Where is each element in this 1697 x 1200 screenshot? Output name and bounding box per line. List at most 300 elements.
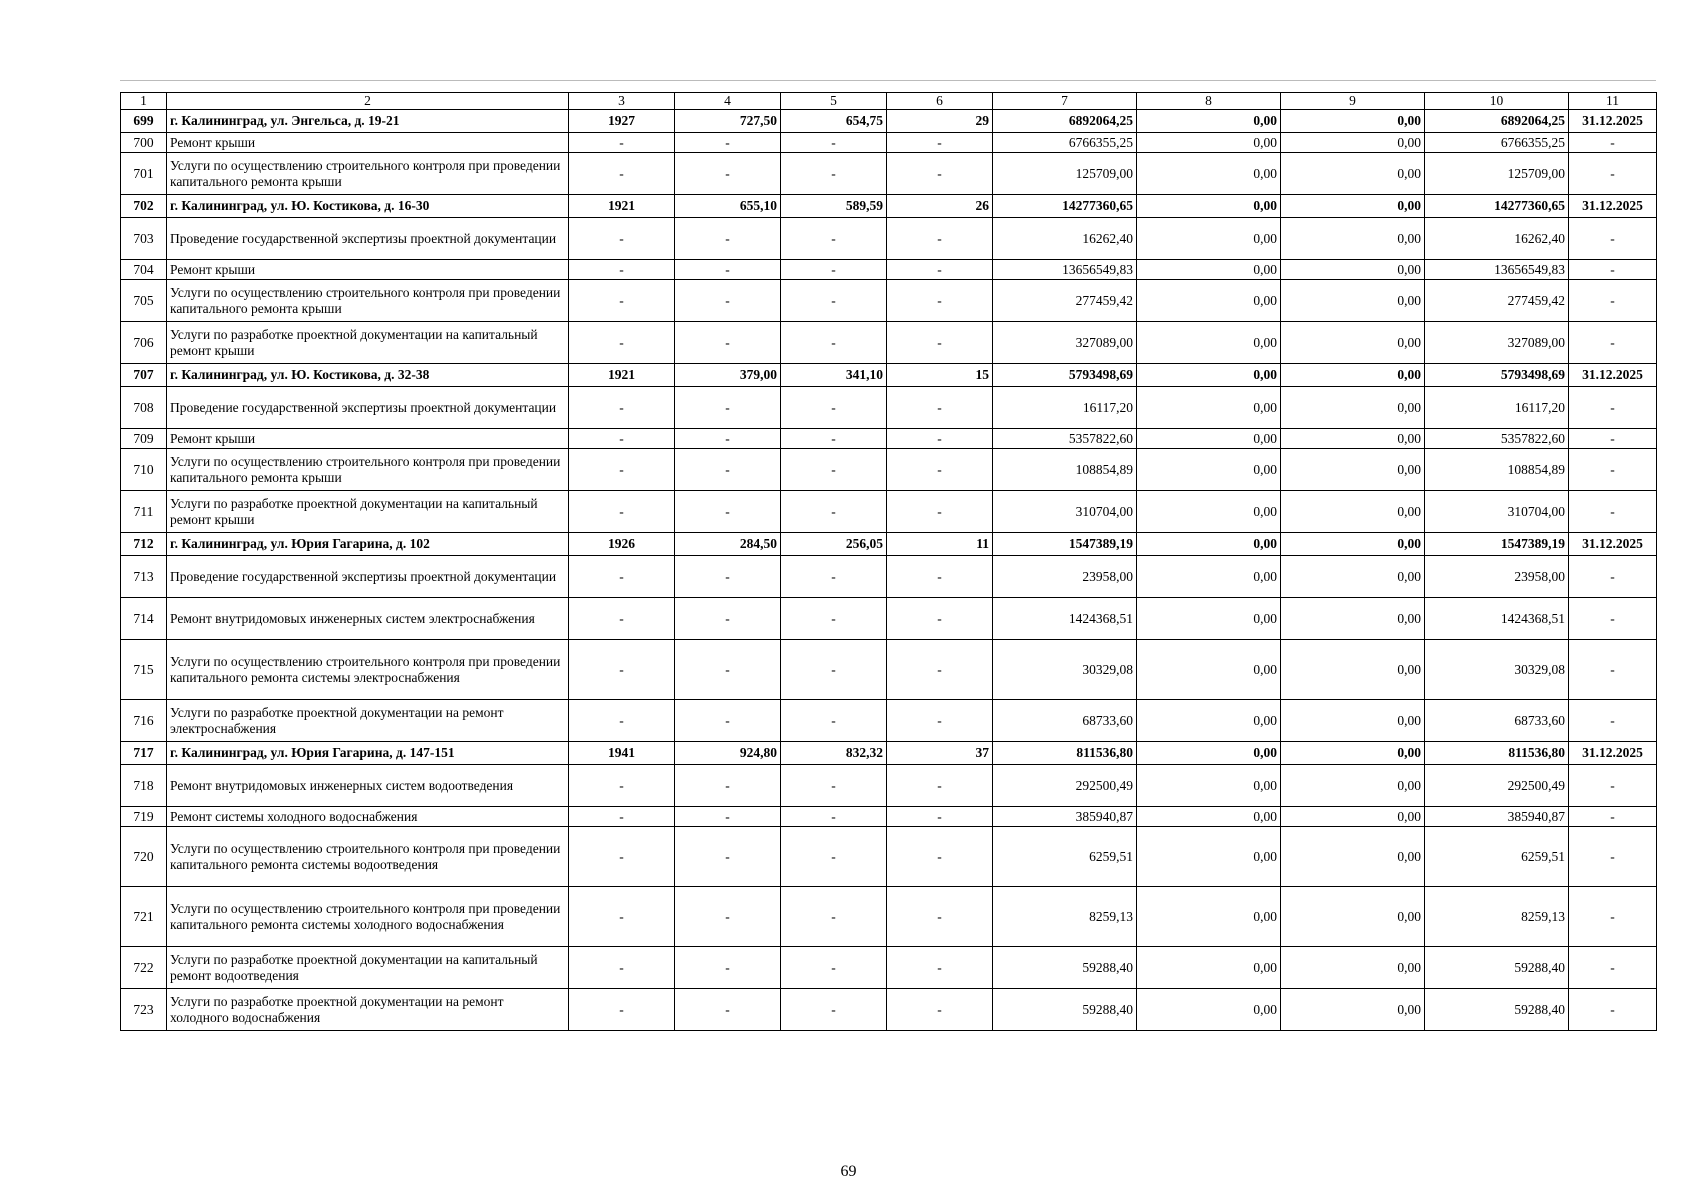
row-number: 708 [121, 387, 167, 429]
col-5-value: 589,59 [781, 195, 887, 218]
work-row [121, 989, 1657, 1031]
col-4-value: - [675, 989, 781, 1031]
col-11-value: - [1569, 449, 1657, 491]
col-11-value: - [1569, 887, 1657, 947]
col-4-value: - [675, 429, 781, 449]
col-6-value: - [887, 765, 993, 807]
col-6-value: - [887, 491, 993, 533]
col-11-value: - [1569, 556, 1657, 598]
col-3-value: 1921 [569, 364, 675, 387]
work-row [121, 218, 1657, 260]
col-8-value: 0,00 [1137, 947, 1281, 989]
col-8-value: 0,00 [1137, 322, 1281, 364]
col-6-value: - [887, 640, 993, 700]
object-name: Услуги по осуществлению строительного контроля при проведении капитального ремонта системы водоотведения [167, 827, 569, 887]
col-11-value: - [1569, 807, 1657, 827]
row-number: 718 [121, 765, 167, 807]
col-8-value: 0,00 [1137, 491, 1281, 533]
column-header: 3 [569, 93, 675, 110]
col-6-value: - [887, 556, 993, 598]
column-header: 11 [1569, 93, 1657, 110]
row-number: 722 [121, 947, 167, 989]
col-6-value: - [887, 449, 993, 491]
col-5-value: - [781, 218, 887, 260]
col-4-value: - [675, 153, 781, 195]
col-10-value: 59288,40 [1425, 947, 1569, 989]
column-header: 9 [1281, 93, 1425, 110]
work-row [121, 700, 1657, 742]
col-6-value: - [887, 807, 993, 827]
col-3-value: - [569, 387, 675, 429]
col-8-value: 0,00 [1137, 280, 1281, 322]
col-4-value: - [675, 887, 781, 947]
work-row [121, 153, 1657, 195]
col-5-value: - [781, 491, 887, 533]
col-10-value: 327089,00 [1425, 322, 1569, 364]
col-7-value: 125709,00 [993, 153, 1137, 195]
col-4-value: - [675, 322, 781, 364]
col-8-value: 0,00 [1137, 110, 1281, 133]
col-11-value: - [1569, 133, 1657, 153]
col-9-value: 0,00 [1281, 260, 1425, 280]
object-name: Услуги по разработке проектной документации на капитальный ремонт крыши [167, 491, 569, 533]
column-header: 4 [675, 93, 781, 110]
row-number: 719 [121, 807, 167, 827]
col-4-value: 284,50 [675, 533, 781, 556]
col-9-value: 0,00 [1281, 322, 1425, 364]
col-5-value: - [781, 133, 887, 153]
column-header: 10 [1425, 93, 1569, 110]
col-8-value: 0,00 [1137, 387, 1281, 429]
col-5-value: - [781, 556, 887, 598]
col-11-value: - [1569, 640, 1657, 700]
column-header: 5 [781, 93, 887, 110]
object-name: Услуги по осуществлению строительного контроля при проведении капитального ремонта крыши [167, 280, 569, 322]
object-name: г. Калининград, ул. Юрия Гагарина, д. 102 [167, 533, 569, 556]
col-9-value: 0,00 [1281, 280, 1425, 322]
col-11-value: - [1569, 322, 1657, 364]
col-11-value: - [1569, 700, 1657, 742]
col-3-value: - [569, 807, 675, 827]
col-4-value: - [675, 807, 781, 827]
col-3-value: - [569, 765, 675, 807]
row-number: 720 [121, 827, 167, 887]
col-9-value: 0,00 [1281, 598, 1425, 640]
work-row [121, 387, 1657, 429]
row-number: 703 [121, 218, 167, 260]
col-5-value: - [781, 260, 887, 280]
col-7-value: 16117,20 [993, 387, 1137, 429]
col-7-value: 13656549,83 [993, 260, 1137, 280]
col-7-value: 59288,40 [993, 947, 1137, 989]
col-6-value: - [887, 887, 993, 947]
col-7-value: 310704,00 [993, 491, 1137, 533]
col-7-value: 14277360,65 [993, 195, 1137, 218]
col-8-value: 0,00 [1137, 153, 1281, 195]
work-row [121, 598, 1657, 640]
col-5-value: - [781, 322, 887, 364]
object-name: Услуги по разработке проектной документации на ремонт холодного водоснабжения [167, 989, 569, 1031]
col-11-value: - [1569, 218, 1657, 260]
col-9-value: 0,00 [1281, 640, 1425, 700]
col-8-value: 0,00 [1137, 598, 1281, 640]
address-row [121, 195, 1657, 218]
col-5-value: - [781, 449, 887, 491]
col-4-value: - [675, 280, 781, 322]
object-name: Услуги по разработке проектной документации на капитальный ремонт водоотведения [167, 947, 569, 989]
col-5-value: - [781, 807, 887, 827]
address-row [121, 533, 1657, 556]
object-name: г. Калининград, ул. Юрия Гагарина, д. 147-151 [167, 742, 569, 765]
col-7-value: 1547389,19 [993, 533, 1137, 556]
col-4-value: 924,80 [675, 742, 781, 765]
col-5-value: - [781, 280, 887, 322]
col-4-value: - [675, 947, 781, 989]
column-number-row [121, 93, 1657, 110]
col-5-value: - [781, 700, 887, 742]
column-header: 2 [167, 93, 569, 110]
work-row [121, 807, 1657, 827]
row-number: 707 [121, 364, 167, 387]
col-3-value: - [569, 491, 675, 533]
col-9-value: 0,00 [1281, 742, 1425, 765]
row-number: 723 [121, 989, 167, 1031]
col-4-value: - [675, 700, 781, 742]
col-11-value: - [1569, 989, 1657, 1031]
col-10-value: 6892064,25 [1425, 110, 1569, 133]
row-number: 701 [121, 153, 167, 195]
col-7-value: 292500,49 [993, 765, 1137, 807]
object-name: Услуги по разработке проектной документации на ремонт электроснабжения [167, 700, 569, 742]
col-4-value: 655,10 [675, 195, 781, 218]
col-7-value: 6259,51 [993, 827, 1137, 887]
row-number: 713 [121, 556, 167, 598]
col-6-value: - [887, 947, 993, 989]
col-7-value: 59288,40 [993, 989, 1137, 1031]
col-6-value: 11 [887, 533, 993, 556]
work-row [121, 947, 1657, 989]
work-row [121, 491, 1657, 533]
work-row [121, 887, 1657, 947]
col-10-value: 14277360,65 [1425, 195, 1569, 218]
row-number: 705 [121, 280, 167, 322]
col-3-value: - [569, 700, 675, 742]
col-7-value: 68733,60 [993, 700, 1137, 742]
col-5-value: 256,05 [781, 533, 887, 556]
col-9-value: 0,00 [1281, 218, 1425, 260]
object-name: Услуги по разработке проектной документации на капитальный ремонт крыши [167, 322, 569, 364]
col-3-value: - [569, 153, 675, 195]
col-4-value: 727,50 [675, 110, 781, 133]
col-3-value: - [569, 260, 675, 280]
work-row [121, 449, 1657, 491]
col-8-value: 0,00 [1137, 742, 1281, 765]
col-7-value: 6892064,25 [993, 110, 1137, 133]
col-7-value: 6766355,25 [993, 133, 1137, 153]
col-10-value: 1424368,51 [1425, 598, 1569, 640]
row-number: 715 [121, 640, 167, 700]
col-11-value: - [1569, 947, 1657, 989]
col-8-value: 0,00 [1137, 827, 1281, 887]
col-3-value: 1926 [569, 533, 675, 556]
row-number: 699 [121, 110, 167, 133]
col-8-value: 0,00 [1137, 218, 1281, 260]
col-3-value: 1941 [569, 742, 675, 765]
object-name: Услуги по осуществлению строительного контроля при проведении капитального ремонта системы холодного водоснабжения [167, 887, 569, 947]
col-4-value: - [675, 640, 781, 700]
col-6-value: - [887, 322, 993, 364]
col-8-value: 0,00 [1137, 429, 1281, 449]
work-row [121, 827, 1657, 887]
col-10-value: 811536,80 [1425, 742, 1569, 765]
col-4-value: - [675, 260, 781, 280]
col-7-value: 16262,40 [993, 218, 1137, 260]
col-5-value: - [781, 598, 887, 640]
col-3-value: 1921 [569, 195, 675, 218]
col-6-value: - [887, 387, 993, 429]
col-3-value: - [569, 322, 675, 364]
col-11-value: 31.12.2025 [1569, 110, 1657, 133]
col-6-value: - [887, 133, 993, 153]
row-number: 702 [121, 195, 167, 218]
col-3-value: - [569, 133, 675, 153]
col-8-value: 0,00 [1137, 195, 1281, 218]
col-9-value: 0,00 [1281, 195, 1425, 218]
address-row [121, 742, 1657, 765]
col-6-value: - [887, 429, 993, 449]
col-6-value: - [887, 827, 993, 887]
work-row [121, 765, 1657, 807]
col-3-value: - [569, 640, 675, 700]
col-11-value: - [1569, 765, 1657, 807]
col-11-value: 31.12.2025 [1569, 195, 1657, 218]
col-10-value: 16262,40 [1425, 218, 1569, 260]
object-name: Ремонт внутридомовых инженерных систем электроснабжения [167, 598, 569, 640]
col-5-value: 341,10 [781, 364, 887, 387]
col-10-value: 5793498,69 [1425, 364, 1569, 387]
col-7-value: 385940,87 [993, 807, 1137, 827]
col-3-value: - [569, 280, 675, 322]
object-name: Ремонт крыши [167, 260, 569, 280]
col-9-value: 0,00 [1281, 449, 1425, 491]
col-9-value: 0,00 [1281, 700, 1425, 742]
col-8-value: 0,00 [1137, 989, 1281, 1031]
col-6-value: - [887, 989, 993, 1031]
col-9-value: 0,00 [1281, 491, 1425, 533]
col-8-value: 0,00 [1137, 364, 1281, 387]
col-10-value: 30329,08 [1425, 640, 1569, 700]
col-9-value: 0,00 [1281, 827, 1425, 887]
column-header: 6 [887, 93, 993, 110]
col-8-value: 0,00 [1137, 765, 1281, 807]
col-7-value: 5357822,60 [993, 429, 1137, 449]
object-name: Услуги по осуществлению строительного контроля при проведении капитального ремонта крыши [167, 153, 569, 195]
column-header: 1 [121, 93, 167, 110]
col-7-value: 811536,80 [993, 742, 1137, 765]
row-number: 700 [121, 133, 167, 153]
col-10-value: 125709,00 [1425, 153, 1569, 195]
col-5-value: - [781, 640, 887, 700]
object-name: Услуги по осуществлению строительного контроля при проведении капитального ремонта крыши [167, 449, 569, 491]
col-8-value: 0,00 [1137, 449, 1281, 491]
col-6-value: - [887, 153, 993, 195]
col-10-value: 5357822,60 [1425, 429, 1569, 449]
object-name: Проведение государственной экспертизы проектной документации [167, 556, 569, 598]
col-5-value: - [781, 989, 887, 1031]
col-10-value: 16117,20 [1425, 387, 1569, 429]
work-row [121, 133, 1657, 153]
col-6-value: 15 [887, 364, 993, 387]
col-5-value: - [781, 429, 887, 449]
col-10-value: 385940,87 [1425, 807, 1569, 827]
col-8-value: 0,00 [1137, 700, 1281, 742]
col-4-value: - [675, 491, 781, 533]
col-3-value: - [569, 449, 675, 491]
object-name: г. Калининград, ул. Ю. Костикова, д. 16-30 [167, 195, 569, 218]
col-10-value: 277459,42 [1425, 280, 1569, 322]
col-11-value: - [1569, 153, 1657, 195]
col-10-value: 292500,49 [1425, 765, 1569, 807]
column-header: 7 [993, 93, 1137, 110]
col-4-value: 379,00 [675, 364, 781, 387]
col-10-value: 68733,60 [1425, 700, 1569, 742]
col-9-value: 0,00 [1281, 989, 1425, 1031]
col-10-value: 6259,51 [1425, 827, 1569, 887]
col-11-value: - [1569, 387, 1657, 429]
col-10-value: 6766355,25 [1425, 133, 1569, 153]
col-6-value: - [887, 218, 993, 260]
col-3-value: - [569, 598, 675, 640]
col-10-value: 59288,40 [1425, 989, 1569, 1031]
object-name: г. Калининград, ул. Ю. Костикова, д. 32-38 [167, 364, 569, 387]
col-11-value: 31.12.2025 [1569, 742, 1657, 765]
object-name: Услуги по осуществлению строительного контроля при проведении капитального ремонта системы электроснабжения [167, 640, 569, 700]
col-9-value: 0,00 [1281, 947, 1425, 989]
col-6-value: - [887, 700, 993, 742]
object-name: Ремонт системы холодного водоснабжения [167, 807, 569, 827]
col-4-value: - [675, 765, 781, 807]
col-10-value: 1547389,19 [1425, 533, 1569, 556]
col-8-value: 0,00 [1137, 887, 1281, 947]
col-7-value: 8259,13 [993, 887, 1137, 947]
col-9-value: 0,00 [1281, 110, 1425, 133]
object-name: Проведение государственной экспертизы проектной документации [167, 218, 569, 260]
col-11-value: 31.12.2025 [1569, 533, 1657, 556]
col-8-value: 0,00 [1137, 807, 1281, 827]
col-8-value: 0,00 [1137, 533, 1281, 556]
work-row [121, 280, 1657, 322]
row-number: 709 [121, 429, 167, 449]
col-4-value: - [675, 449, 781, 491]
object-name: г. Калининград, ул. Энгельса, д. 19-21 [167, 110, 569, 133]
work-row [121, 640, 1657, 700]
work-row [121, 429, 1657, 449]
col-8-value: 0,00 [1137, 640, 1281, 700]
col-7-value: 30329,08 [993, 640, 1137, 700]
col-7-value: 1424368,51 [993, 598, 1137, 640]
col-6-value: - [887, 260, 993, 280]
col-11-value: 31.12.2025 [1569, 364, 1657, 387]
capital-repair-table [120, 92, 1657, 1031]
col-9-value: 0,00 [1281, 387, 1425, 429]
col-4-value: - [675, 133, 781, 153]
col-4-value: - [675, 556, 781, 598]
address-row [121, 110, 1657, 133]
col-11-value: - [1569, 260, 1657, 280]
col-9-value: 0,00 [1281, 533, 1425, 556]
work-row [121, 260, 1657, 280]
col-10-value: 310704,00 [1425, 491, 1569, 533]
row-number: 717 [121, 742, 167, 765]
col-3-value: - [569, 887, 675, 947]
object-name: Ремонт крыши [167, 429, 569, 449]
col-11-value: - [1569, 827, 1657, 887]
col-8-value: 0,00 [1137, 133, 1281, 153]
col-7-value: 108854,89 [993, 449, 1137, 491]
col-10-value: 108854,89 [1425, 449, 1569, 491]
col-4-value: - [675, 387, 781, 429]
col-6-value: 26 [887, 195, 993, 218]
col-10-value: 23958,00 [1425, 556, 1569, 598]
col-5-value: - [781, 153, 887, 195]
col-9-value: 0,00 [1281, 133, 1425, 153]
col-9-value: 0,00 [1281, 765, 1425, 807]
col-6-value: 37 [887, 742, 993, 765]
column-header: 8 [1137, 93, 1281, 110]
col-7-value: 5793498,69 [993, 364, 1137, 387]
col-7-value: 23958,00 [993, 556, 1137, 598]
col-3-value: - [569, 556, 675, 598]
col-9-value: 0,00 [1281, 153, 1425, 195]
col-9-value: 0,00 [1281, 364, 1425, 387]
col-5-value: - [781, 827, 887, 887]
object-name: Ремонт крыши [167, 133, 569, 153]
object-name: Ремонт внутридомовых инженерных систем водоотведения [167, 765, 569, 807]
col-5-value: - [781, 765, 887, 807]
col-11-value: - [1569, 598, 1657, 640]
col-4-value: - [675, 218, 781, 260]
page-number: 69 [840, 1163, 857, 1180]
col-6-value: 29 [887, 110, 993, 133]
col-3-value: 1927 [569, 110, 675, 133]
row-number: 716 [121, 700, 167, 742]
col-3-value: - [569, 827, 675, 887]
work-row [121, 556, 1657, 598]
col-7-value: 327089,00 [993, 322, 1137, 364]
col-11-value: - [1569, 429, 1657, 449]
col-5-value: - [781, 887, 887, 947]
object-name: Проведение государственной экспертизы проектной документации [167, 387, 569, 429]
col-8-value: 0,00 [1137, 260, 1281, 280]
col-7-value: 277459,42 [993, 280, 1137, 322]
address-row [121, 364, 1657, 387]
row-number: 711 [121, 491, 167, 533]
col-9-value: 0,00 [1281, 429, 1425, 449]
col-4-value: - [675, 827, 781, 887]
col-9-value: 0,00 [1281, 556, 1425, 598]
row-number: 710 [121, 449, 167, 491]
col-5-value: - [781, 387, 887, 429]
col-10-value: 13656549,83 [1425, 260, 1569, 280]
work-row [121, 322, 1657, 364]
row-number: 706 [121, 322, 167, 364]
row-number: 721 [121, 887, 167, 947]
col-6-value: - [887, 280, 993, 322]
col-11-value: - [1569, 491, 1657, 533]
col-5-value: 654,75 [781, 110, 887, 133]
col-6-value: - [887, 598, 993, 640]
col-9-value: 0,00 [1281, 807, 1425, 827]
